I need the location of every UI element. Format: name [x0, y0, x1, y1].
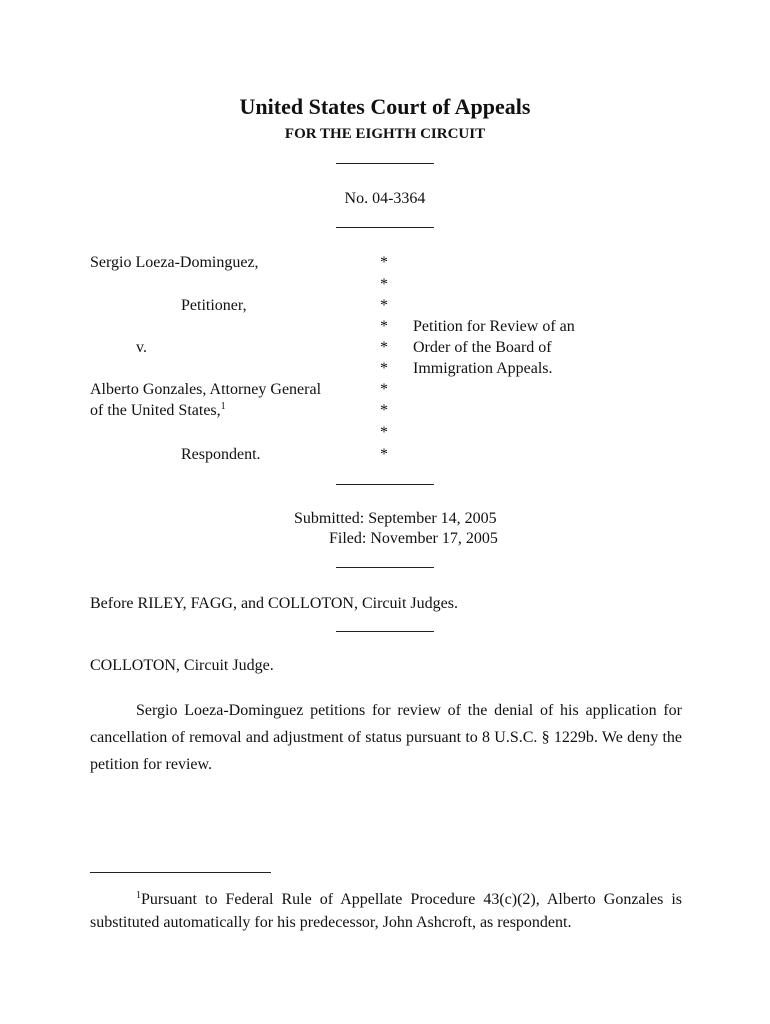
caption-star: *	[380, 318, 388, 335]
filed-date: Filed: November 17, 2005	[329, 530, 498, 547]
caption-star: *	[380, 402, 388, 419]
footnote-marker: 1	[136, 890, 141, 901]
respondent-name-line1: Alberto Gonzales, Attorney General	[90, 381, 322, 398]
case-number: No. 04-3364	[344, 190, 426, 207]
footnote-rule	[90, 872, 271, 873]
submitted-date: Submitted: September 14, 2005	[294, 510, 497, 527]
circuit-subtitle: FOR THE EIGHTH CIRCUIT	[284, 126, 486, 142]
caption-star: *	[380, 381, 388, 398]
footnote-reference[interactable]: 1	[220, 401, 226, 412]
petition-description-line2: Order of the Board of	[413, 339, 552, 356]
court-title: United States Court of Appeals	[239, 94, 531, 119]
panel-line: Before RILEY, FAGG, and COLLOTON, Circuit Judges.	[90, 595, 458, 612]
footnote	[90, 888, 682, 934]
separator-rule	[336, 227, 434, 228]
petitioner-role: Petitioner,	[181, 297, 247, 314]
opinion-paragraph: Sergio Loeza-Dominguez petitions for review of the denial of his application for cancellation of removal and adjustment of status pursuant to 8 U.S.C. § 1229b. We deny the petition for review.	[90, 702, 682, 773]
petitioner-name: Sergio Loeza-Dominguez,	[90, 254, 259, 271]
petition-description-line1: Petition for Review of an	[413, 318, 575, 335]
footnote-text: Pursuant to Federal Rule of Appellate Procedure 43(c)(2), Alberto Gonzales is substituted automatically for his predecessor, John Ashcroft, as respondent.	[90, 891, 682, 931]
separator-rule	[336, 484, 434, 485]
versus-label: v.	[136, 339, 147, 356]
opinion-author: COLLOTON, Circuit Judge.	[90, 657, 274, 674]
separator-rule	[336, 163, 434, 164]
respondent-role: Respondent.	[181, 446, 261, 463]
caption-star: *	[380, 339, 388, 356]
caption-star: *	[380, 360, 388, 377]
caption-star: *	[380, 446, 388, 463]
respondent-name-line2: of the United States,$^1$	[90, 401, 226, 419]
caption-star: *	[380, 424, 388, 441]
caption-star: *	[380, 276, 388, 293]
petition-description-line3: Immigration Appeals.	[413, 360, 553, 377]
caption-star: *	[380, 297, 388, 314]
separator-rule	[336, 631, 434, 632]
caption-star: *	[380, 254, 388, 271]
separator-rule	[336, 567, 434, 568]
